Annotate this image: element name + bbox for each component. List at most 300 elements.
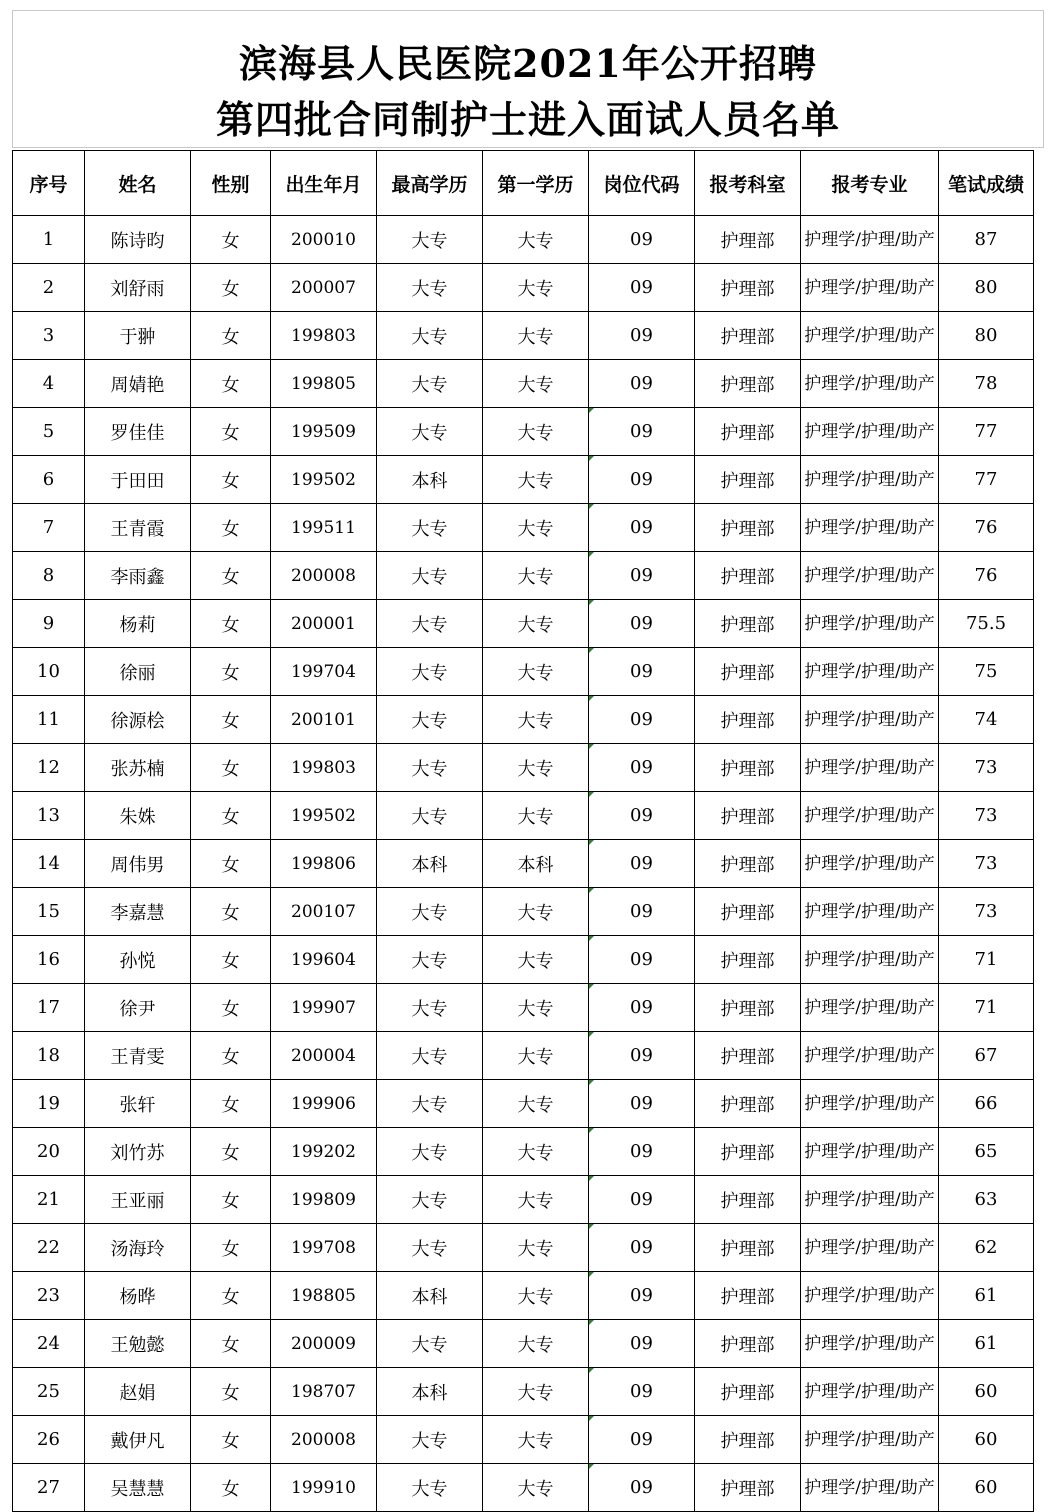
- cell-birth: [271, 600, 377, 648]
- cell-major: [801, 552, 939, 600]
- cell-dept-text: 护理部: [720, 854, 775, 876]
- cell-name: [85, 504, 191, 552]
- cell-major: [801, 1224, 939, 1272]
- cell-highest-edu-text: 大专: [411, 1142, 448, 1164]
- header-no: 序号: [13, 151, 85, 216]
- cell-score-text: 77: [974, 469, 998, 490]
- table-row: [13, 792, 1034, 840]
- cell-name: [85, 1128, 191, 1176]
- cell-highest-edu-text: 本科: [411, 854, 448, 876]
- cell-code: [589, 312, 695, 360]
- cell-major-text: 护理学/护理/助产: [804, 469, 935, 490]
- cell-score: [939, 408, 1034, 456]
- cell-score-text: 66: [974, 1093, 998, 1114]
- table-row: [13, 744, 1034, 792]
- cell-gender: [191, 456, 271, 504]
- cell-birth-text: 198805: [291, 1285, 356, 1306]
- cell-no: [13, 840, 85, 888]
- cell-name: [85, 984, 191, 1032]
- cell-birth-text: 199708: [291, 1237, 356, 1258]
- cell-name: [85, 600, 191, 648]
- cell-code-text: 09: [630, 469, 653, 490]
- cell-dept-text: 护理部: [720, 1430, 775, 1452]
- cell-score-text: 76: [974, 517, 998, 538]
- cell-highest-edu: [377, 312, 483, 360]
- cell-score-text: 60: [974, 1429, 998, 1450]
- cell-major: [801, 936, 939, 984]
- cell-dept-text: 护理部: [720, 806, 775, 828]
- cell-first-edu-text: 大专: [517, 1286, 554, 1308]
- cell-name-text: 罗佳佳: [110, 422, 165, 444]
- cell-major-text: 护理学/护理/助产: [804, 901, 935, 922]
- cell-first-edu: [483, 1416, 589, 1464]
- cell-major-text: 护理学/护理/助产: [804, 421, 935, 442]
- cell-gender: [191, 504, 271, 552]
- cell-birth-text: 199906: [291, 1093, 356, 1114]
- cell-first-edu: [483, 1272, 589, 1320]
- cell-no: [13, 600, 85, 648]
- cell-first-edu: [483, 408, 589, 456]
- cell-gender: [191, 792, 271, 840]
- cell-major-text: 护理学/护理/助产: [804, 1237, 935, 1258]
- cell-comment-marker: [589, 1080, 594, 1085]
- header-dept: 报考科室: [695, 151, 801, 216]
- cell-score: [939, 1080, 1034, 1128]
- cell-highest-edu-text: 大专: [411, 806, 448, 828]
- table-header-row: [13, 151, 1034, 216]
- cell-first-edu-text: 大专: [517, 1190, 554, 1212]
- cell-major-text: 护理学/护理/助产: [804, 709, 935, 730]
- cell-dept: [695, 1368, 801, 1416]
- page-title-line-2: 第四批合同制护士进入面试人员名单: [215, 97, 840, 142]
- cell-no: [13, 888, 85, 936]
- cell-highest-edu-text: 大专: [411, 1430, 448, 1452]
- cell-name-text: 杨莉: [119, 614, 156, 636]
- cell-highest-edu-text: 大专: [411, 326, 448, 348]
- cell-code: [589, 408, 695, 456]
- cell-code-text: 09: [630, 949, 653, 970]
- table-row: [13, 984, 1034, 1032]
- cell-birth: [271, 1032, 377, 1080]
- cell-comment-marker: [589, 1176, 594, 1181]
- cell-comment-marker: [589, 888, 594, 893]
- cell-major: [801, 264, 939, 312]
- cell-highest-edu: [377, 744, 483, 792]
- cell-no: [13, 1176, 85, 1224]
- cell-birth: [271, 936, 377, 984]
- cell-first-edu: [483, 696, 589, 744]
- cell-score: [939, 552, 1034, 600]
- cell-name: [85, 1176, 191, 1224]
- cell-highest-edu: [377, 264, 483, 312]
- cell-highest-edu-text: 本科: [411, 1286, 448, 1308]
- table-row: [13, 312, 1034, 360]
- cell-score-text: 71: [974, 997, 998, 1018]
- cell-major: [801, 312, 939, 360]
- cell-first-edu: [483, 888, 589, 936]
- cell-name-text: 刘竹苏: [110, 1142, 165, 1164]
- cell-birth-text: 199803: [291, 757, 356, 778]
- cell-highest-edu-text: 大专: [411, 566, 448, 588]
- cell-score-text: 80: [974, 277, 998, 298]
- cell-first-edu: [483, 1128, 589, 1176]
- cell-no-text: 20: [37, 1141, 60, 1162]
- cell-no: [13, 792, 85, 840]
- cell-score-text: 77: [974, 421, 998, 442]
- cell-birth: [271, 1416, 377, 1464]
- cell-first-edu-text: 大专: [517, 374, 554, 396]
- cell-major-text: 护理学/护理/助产: [804, 1381, 935, 1402]
- cell-dept-text: 护理部: [720, 662, 775, 684]
- cell-name-text: 于田田: [110, 470, 165, 492]
- table-row: [13, 1320, 1034, 1368]
- cell-code-text: 09: [630, 901, 653, 922]
- cell-name-text: 赵娟: [119, 1382, 156, 1404]
- cell-code: [589, 504, 695, 552]
- cell-code-text: 09: [630, 421, 653, 442]
- cell-name: [85, 216, 191, 264]
- cell-gender-text: 女: [221, 1142, 240, 1164]
- cell-birth-text: 200101: [291, 709, 356, 730]
- cell-dept-text: 护理部: [720, 1094, 775, 1116]
- cell-score-text: 75: [974, 661, 998, 682]
- cell-birth-text: 200107: [291, 901, 356, 922]
- cell-gender: [191, 1320, 271, 1368]
- cell-code-text: 09: [630, 565, 653, 586]
- cell-code-text: 09: [630, 661, 653, 682]
- cell-no: [13, 744, 85, 792]
- cell-major-text: 护理学/护理/助产: [804, 1141, 935, 1162]
- cell-major-text: 护理学/护理/助产: [804, 1333, 935, 1354]
- cell-code-text: 09: [630, 1237, 653, 1258]
- cell-score-text: 67: [974, 1045, 998, 1066]
- cell-name: [85, 936, 191, 984]
- cell-code: [589, 648, 695, 696]
- cell-no-text: 1: [42, 229, 55, 250]
- cell-major-text: 护理学/护理/助产: [804, 1045, 935, 1066]
- cell-no-text: 5: [42, 421, 55, 442]
- cell-no-text: 24: [37, 1333, 60, 1354]
- cell-no-text: 12: [37, 757, 60, 778]
- cell-gender-text: 女: [221, 710, 240, 732]
- cell-code-text: 09: [630, 1477, 653, 1498]
- cell-birth-text: 200010: [291, 229, 356, 250]
- cell-score-text: 61: [974, 1333, 998, 1354]
- cell-no: [13, 936, 85, 984]
- cell-no-text: 6: [42, 469, 55, 490]
- cell-no: [13, 456, 85, 504]
- cell-dept: [695, 696, 801, 744]
- cell-gender: [191, 840, 271, 888]
- cell-first-edu-text: 大专: [517, 614, 554, 636]
- cell-comment-marker: [589, 1320, 594, 1325]
- cell-first-edu-text: 大专: [517, 1430, 554, 1452]
- cell-first-edu: [483, 600, 589, 648]
- cell-code: [589, 216, 695, 264]
- cell-score-text: 61: [974, 1285, 998, 1306]
- cell-dept-text: 护理部: [720, 998, 775, 1020]
- cell-first-edu-text: 大专: [517, 710, 554, 732]
- cell-birth: [271, 840, 377, 888]
- cell-gender: [191, 744, 271, 792]
- cell-name: [85, 312, 191, 360]
- cell-code: [589, 792, 695, 840]
- cell-highest-edu: [377, 1464, 483, 1512]
- cell-score-text: 60: [974, 1381, 998, 1402]
- cell-score: [939, 840, 1034, 888]
- cell-birth-text: 200008: [291, 565, 356, 586]
- cell-score: [939, 792, 1034, 840]
- cell-birth-text: 200004: [291, 1045, 356, 1066]
- cell-major-text: 护理学/护理/助产: [804, 1477, 935, 1498]
- cell-first-edu: [483, 936, 589, 984]
- cell-birth-text: 199806: [291, 853, 356, 874]
- cell-no-text: 22: [37, 1237, 60, 1258]
- cell-gender-text: 女: [221, 950, 240, 972]
- cell-first-edu: [483, 1320, 589, 1368]
- cell-first-edu: [483, 1080, 589, 1128]
- cell-dept-text: 护理部: [720, 278, 775, 300]
- cell-first-edu: [483, 1176, 589, 1224]
- cell-major: [801, 456, 939, 504]
- cell-comment-marker: [589, 408, 594, 413]
- cell-dept: [695, 1224, 801, 1272]
- cell-highest-edu-text: 大专: [411, 1094, 448, 1116]
- cell-name: [85, 648, 191, 696]
- cell-major: [801, 792, 939, 840]
- cell-highest-edu: [377, 840, 483, 888]
- cell-score: [939, 1368, 1034, 1416]
- cell-no: [13, 264, 85, 312]
- cell-birth: [271, 504, 377, 552]
- cell-birth: [271, 1128, 377, 1176]
- cell-gender: [191, 936, 271, 984]
- cell-highest-edu-text: 大专: [411, 998, 448, 1020]
- cell-dept: [695, 456, 801, 504]
- cell-code-text: 09: [630, 1381, 653, 1402]
- cell-dept-text: 护理部: [720, 1238, 775, 1260]
- cell-no: [13, 984, 85, 1032]
- cell-dept: [695, 264, 801, 312]
- cell-major-text: 护理学/护理/助产: [804, 805, 935, 826]
- cell-no: [13, 1464, 85, 1512]
- cell-highest-edu: [377, 1416, 483, 1464]
- cell-birth-text: 199910: [291, 1477, 356, 1498]
- candidate-table: [12, 150, 1034, 1512]
- cell-dept-text: 护理部: [720, 566, 775, 588]
- cell-comment-marker: [589, 1272, 594, 1277]
- cell-dept-text: 护理部: [720, 1190, 775, 1212]
- cell-birth: [271, 216, 377, 264]
- cell-highest-edu-text: 大专: [411, 1190, 448, 1212]
- cell-no-text: 17: [37, 997, 60, 1018]
- cell-first-edu: [483, 216, 589, 264]
- cell-highest-edu-text: 大专: [411, 950, 448, 972]
- cell-code: [589, 552, 695, 600]
- cell-dept-text: 护理部: [720, 470, 775, 492]
- cell-highest-edu-text: 大专: [411, 1478, 448, 1500]
- cell-major: [801, 1416, 939, 1464]
- cell-highest-edu: [377, 408, 483, 456]
- cell-no-text: 10: [37, 661, 60, 682]
- cell-score-text: 80: [974, 325, 998, 346]
- cell-gender-text: 女: [221, 1334, 240, 1356]
- cell-major: [801, 216, 939, 264]
- cell-dept: [695, 744, 801, 792]
- cell-first-edu: [483, 504, 589, 552]
- cell-major-text: 护理学/护理/助产: [804, 661, 935, 682]
- cell-dept: [695, 216, 801, 264]
- cell-highest-edu: [377, 792, 483, 840]
- cell-first-edu-text: 大专: [517, 662, 554, 684]
- cell-first-edu: [483, 1368, 589, 1416]
- cell-major: [801, 1368, 939, 1416]
- cell-comment-marker: [589, 696, 594, 701]
- cell-dept-text: 护理部: [720, 1334, 775, 1356]
- cell-score: [939, 648, 1034, 696]
- cell-major-text: 护理学/护理/助产: [804, 517, 935, 538]
- cell-name-text: 杨晔: [119, 1286, 156, 1308]
- cell-dept-text: 护理部: [720, 374, 775, 396]
- cell-gender: [191, 312, 271, 360]
- cell-highest-edu-text: 大专: [411, 278, 448, 300]
- cell-code: [589, 696, 695, 744]
- cell-no-text: 4: [42, 373, 55, 394]
- cell-highest-edu: [377, 360, 483, 408]
- table-row: [13, 456, 1034, 504]
- cell-score: [939, 1224, 1034, 1272]
- cell-dept-text: 护理部: [720, 614, 775, 636]
- cell-code-text: 09: [630, 325, 653, 346]
- cell-code-text: 09: [630, 1189, 653, 1210]
- cell-dept: [695, 888, 801, 936]
- cell-code: [589, 936, 695, 984]
- cell-score: [939, 360, 1034, 408]
- cell-no-text: 18: [37, 1045, 60, 1066]
- cell-highest-edu: [377, 216, 483, 264]
- table-row: [13, 648, 1034, 696]
- cell-no-text: 25: [37, 1381, 60, 1402]
- cell-score-text: 71: [974, 949, 998, 970]
- cell-gender-text: 女: [221, 1238, 240, 1260]
- cell-dept: [695, 312, 801, 360]
- cell-no: [13, 696, 85, 744]
- cell-score: [939, 264, 1034, 312]
- cell-code: [589, 984, 695, 1032]
- cell-gender-text: 女: [221, 518, 240, 540]
- cell-no: [13, 360, 85, 408]
- cell-highest-edu: [377, 984, 483, 1032]
- table-row: [13, 1416, 1034, 1464]
- cell-birth-text: 199809: [291, 1189, 356, 1210]
- cell-major-text: 护理学/护理/助产: [804, 1093, 935, 1114]
- cell-dept: [695, 792, 801, 840]
- cell-dept: [695, 840, 801, 888]
- cell-gender: [191, 1416, 271, 1464]
- cell-comment-marker: [589, 744, 594, 749]
- cell-dept: [695, 648, 801, 696]
- cell-birth: [271, 1176, 377, 1224]
- cell-highest-edu: [377, 1176, 483, 1224]
- cell-no-text: 23: [37, 1285, 60, 1306]
- cell-name: [85, 696, 191, 744]
- cell-no-text: 26: [37, 1429, 60, 1450]
- header-name: 姓名: [85, 151, 191, 216]
- cell-score: [939, 1464, 1034, 1512]
- cell-birth-text: 199502: [291, 469, 356, 490]
- cell-birth-text: 199907: [291, 997, 356, 1018]
- cell-gender: [191, 264, 271, 312]
- cell-major-text: 护理学/护理/助产: [804, 1189, 935, 1210]
- cell-no-text: 3: [42, 325, 55, 346]
- cell-score: [939, 1128, 1034, 1176]
- cell-first-edu-text: 大专: [517, 326, 554, 348]
- cell-highest-edu-text: 大专: [411, 518, 448, 540]
- cell-first-edu: [483, 984, 589, 1032]
- cell-score-text: 62: [974, 1237, 998, 1258]
- cell-code: [589, 456, 695, 504]
- cell-first-edu-text: 大专: [517, 1478, 554, 1500]
- cell-highest-edu: [377, 1272, 483, 1320]
- cell-major-text: 护理学/护理/助产: [804, 949, 935, 970]
- cell-score-text: 87: [974, 229, 998, 250]
- cell-name-text: 李嘉慧: [110, 902, 165, 924]
- cell-code: [589, 1272, 695, 1320]
- cell-score: [939, 1032, 1034, 1080]
- cell-name: [85, 744, 191, 792]
- cell-code: [589, 360, 695, 408]
- cell-birth-text: 200007: [291, 277, 356, 298]
- cell-code: [589, 1032, 695, 1080]
- cell-score-text: 74: [974, 709, 998, 730]
- cell-code-text: 09: [630, 277, 653, 298]
- cell-first-edu: [483, 648, 589, 696]
- cell-birth: [271, 312, 377, 360]
- cell-code-text: 09: [630, 757, 653, 778]
- cell-birth: [271, 552, 377, 600]
- cell-major-text: 护理学/护理/助产: [804, 613, 935, 634]
- cell-first-edu-text: 大专: [517, 806, 554, 828]
- cell-birth: [271, 456, 377, 504]
- cell-gender-text: 女: [221, 470, 240, 492]
- cell-major: [801, 1128, 939, 1176]
- table-row: [13, 1272, 1034, 1320]
- cell-highest-edu-text: 大专: [411, 614, 448, 636]
- cell-birth-text: 199202: [291, 1141, 356, 1162]
- cell-first-edu-text: 大专: [517, 1382, 554, 1404]
- cell-code: [589, 1368, 695, 1416]
- cell-name-text: 张苏楠: [110, 758, 165, 780]
- cell-major: [801, 1032, 939, 1080]
- cell-name-text: 孙悦: [119, 950, 156, 972]
- cell-highest-edu-text: 本科: [411, 1382, 448, 1404]
- cell-no: [13, 1320, 85, 1368]
- cell-first-edu: [483, 552, 589, 600]
- cell-code-text: 09: [630, 853, 653, 874]
- cell-score-text: 65: [974, 1141, 998, 1162]
- cell-comment-marker: [589, 600, 594, 605]
- cell-dept-text: 护理部: [720, 230, 775, 252]
- cell-major-text: 护理学/护理/助产: [804, 565, 935, 586]
- cell-dept: [695, 600, 801, 648]
- cell-gender: [191, 1032, 271, 1080]
- cell-gender-text: 女: [221, 662, 240, 684]
- cell-birth: [271, 408, 377, 456]
- cell-no-text: 16: [37, 949, 60, 970]
- cell-gender-text: 女: [221, 1478, 240, 1500]
- cell-dept: [695, 552, 801, 600]
- cell-name-text: 王勉懿: [110, 1334, 165, 1356]
